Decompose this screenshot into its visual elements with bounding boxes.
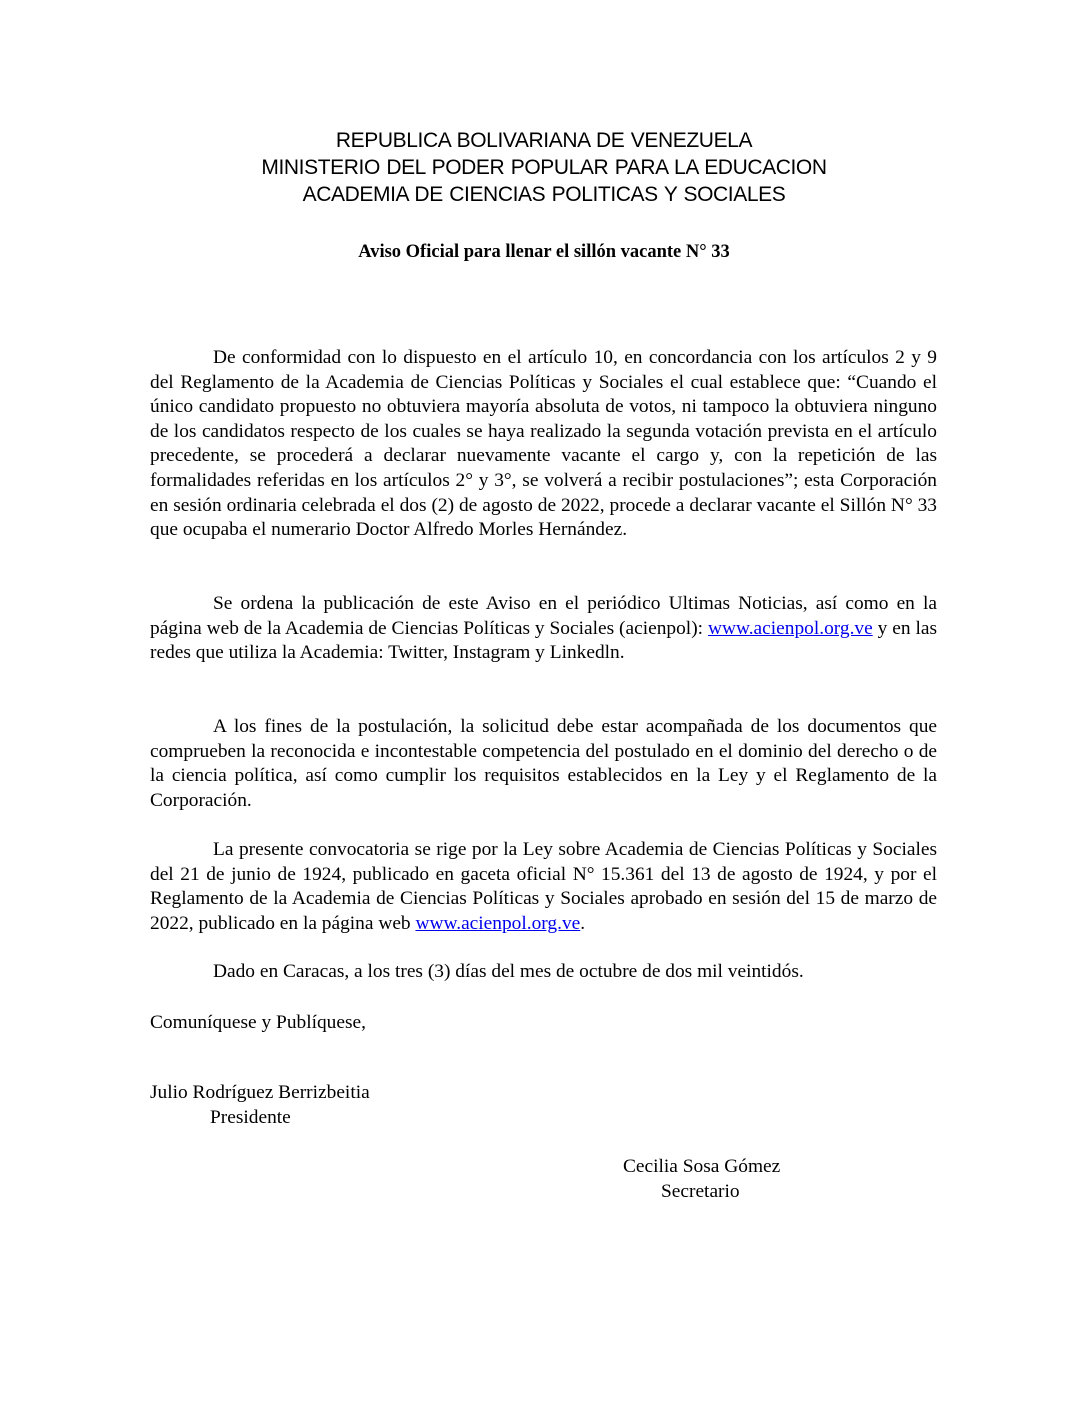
paragraph-publication-text-before: Se ordena la publicación de este Aviso en el periódico Ultimas Noticias, así como en la página web de la Academia de Ciencias Políticas y Sociales (acienpol):: [150, 593, 937, 639]
closing-line: Comuníquese y Publíquese,: [150, 1012, 366, 1033]
secretary-name: Cecilia Sosa Gómez: [623, 1156, 781, 1177]
president-role: Presidente: [210, 1107, 291, 1128]
paragraph-requirements: A los fines de la postulación, la solicitud debe estar acompañada de los documentos que comprueben la reconocida e incontestable competencia del postulado en el dominio del derecho o de la ciencia política, así como cumplir los requisitos establecidos en la Ley y el Reglamento de la Corporación.: [150, 716, 937, 811]
paragraph-regulation: De conformidad con lo dispuesto en el artículo 10, en concordancia con los artículos 2 y 9 del Reglamento de la Academia de Ciencias Políticas y Sociales el cual establece que: “Cuando el único candidato propuesto no obtuviera mayoría absoluta de votos, ni tampoco la obtuviera ninguno de los candidatos respecto de los cuales se haya realizado la segunda votación prevista en el artículo precedente, se procederá a declarar nuevamente vacante el cargo y, con la repetición de las formalidades referidas en los artículos 2° y 3°, se volverá a recibir postulaciones”; esta Corporación en sesión ordinaria celebrada el dos (2) de agosto de 2022, procede a declarar vacante el Sillón N° 33 que ocupaba el numerario Doctor Alfredo Morles Hernández.: [150, 347, 937, 541]
paragraph-legal-basis-text-before: La presente convocatoria se rige por la Ley sobre Academia de Ciencias Políticas y Sociales del 21 de junio de 1924, publicado en gaceta oficial N° 15.361 del 13 de agosto de 1924, y por el Reglamento de la Academia de Ciencias Políticas y Sociales aprobado en sesión del 15 de marzo de 2022, publicado en la página web: [150, 839, 937, 934]
header-line-ministry: MINISTERIO DEL PODER POPULAR PARA LA EDUCACION: [261, 156, 827, 179]
acienpol-website-link-2[interactable]: www.acienpol.org.ve: [415, 912, 581, 934]
president-name: Julio Rodríguez Berrizbeitia: [150, 1082, 370, 1103]
paragraph-publication-text-after: y en las redes que utiliza la Academia: Twitter, Instagram y Linkedln.: [150, 617, 937, 664]
paragraph-publication: [150, 592, 937, 666]
secretary-role: Secretario: [661, 1181, 740, 1202]
document-header: [0, 127, 1088, 208]
paragraph-legal-basis-text-after: .: [580, 912, 586, 934]
paragraph-date: Dado en Caracas, a los tres (3) días del mes de octubre de dos mil veintidós.: [213, 961, 804, 982]
header-line-republic: REPUBLICA BOLIVARIANA DE VENEZUELA: [335, 129, 753, 152]
header-line-academy: ACADEMIA DE CIENCIAS POLITICAS Y SOCIALES: [302, 183, 786, 206]
acienpol-website-link[interactable]: www.acienpol.org.ve: [707, 617, 873, 639]
paragraph-legal-basis: [150, 838, 937, 936]
notice-title: Aviso Oficial para llenar el sillón vacante N° 33: [358, 242, 730, 262]
